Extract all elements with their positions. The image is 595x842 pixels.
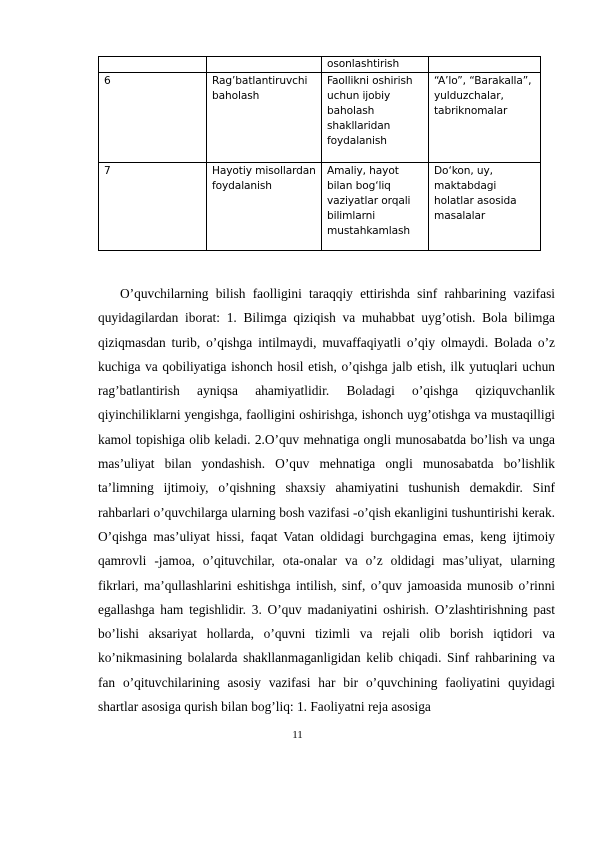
table-cell: Rag’batlantiruvchi baholash [207,73,322,163]
table-cell: Amaliy, hayot bilan bog‘liq vaziyatlar orqali bilimlarni mustahkamlash [322,163,429,251]
table-cell [207,57,322,73]
table-row [99,163,541,251]
table-cell: Faollikni oshirish uchun ijobiy baholash shakllaridan foydalanish [322,73,429,163]
table-row [99,57,541,73]
table-cell: Do‘kon, uy, maktabdagi holatlar asosida masalalar [429,163,541,251]
table-cell: “A’lo”, “Barakalla”, yulduzchalar, tabriknomalar [429,73,541,163]
table-cell: 6 [99,73,207,163]
page-number: 11 [292,729,303,741]
body-paragraph: O’quvchilarning bilish faolligini taraqqiy ettirishda sinf rahbarining vazifasi quyidagilardan iborat: 1. Bilimga qiziqish va muhabbat uyg’otish. Bola bilimga qiziqmasdan turib, o’qishga intilmaydi, muvaffaqiyatli o’qiy olmaydi. Bolada o’z kuchiga va qobiliyatiga ishonch hosil etish, o’qishga jalb etish, ilk yutuqlari uchun rag’batlantirish ayniqsa ahamiyatlidir. Boladagi o’qishga qiziquvchanlik qiyinchiliklarni yengishga, faolligini oshirishga, ishonch uyg’otishga va mustaqilligi kamol topishiga olib keladi. 2.O’quv mehnatiga ongli munosabatda bo’lish va unga mas’uliyat bilan yondashish. O’quv mehnatiga ongli munosabatda bo’lishlik ta’limning ijtimoiy, o’qishning shaxsiy ahamiyatini tushunish demakdir. Sinf rahbarlari o’quvchilarga ularning bosh vazifasi -o’qish ekanligini tushuntirishi kerak. O’qishga mas’uliyat hissi, faqat Vatan oldidagi burchgagina emas, keng ijtimoiy qamrovli -jamoa, o’qituvchilar, ota-onalar va o’z oldidagi mas’uliyat, ularning fikrlari, ma’qullashlarini eshitishga intilish, sinf, o’quv jamoasida munosib o’rinni egallashga ham tegishlidir. 3. O’quv madaniyatini oshirish. O’zlashtirishning past bo’lishi aksariyat hollarda, o’quvni tizimli va rejali olib borish iqtidori va ko’nikmasining bolalarda shakllanmaganligidan kelib chiqadi. Sinf rahbarining va fan o’qituvchilarining asosiy vazifasi har bir o’quvchining faoliyatini quyidagi shartlar asosiga qurish bilan bog’liq: 1. Faoliyatni reja asosiga [98,286,555,715]
table-row [99,73,541,163]
table-cell: Hayotiy misollardan foydalanish [207,163,322,251]
table-cell [429,57,541,73]
table-cell [99,57,207,73]
methods-table [98,56,541,251]
table-cell: osonlashtirish [322,57,429,73]
table-cell: 7 [99,163,207,251]
body-text [98,282,555,719]
